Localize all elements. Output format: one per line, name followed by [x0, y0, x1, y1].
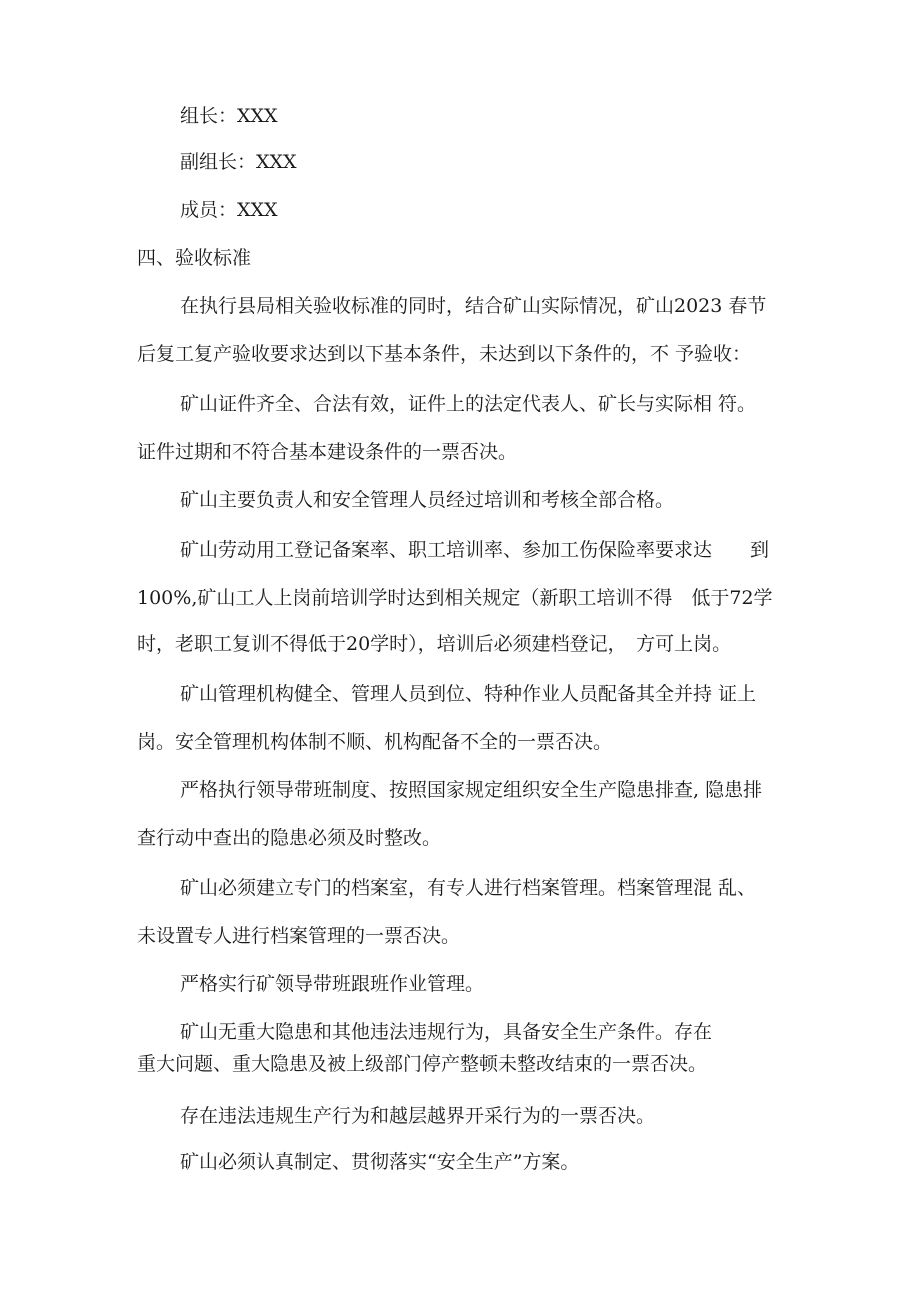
leader-line: 组长：XXX — [180, 105, 278, 127]
paragraph-line: 岗。安全管理机构体制不顺、机构配备不全的一票否决。 — [137, 731, 613, 753]
paragraph-line: 矿山必须建立专门的档案室，有专人进行档案管理。档案管理混 乱、 — [180, 877, 757, 899]
paragraph-line: 矿山无重大隐患和其他违法违规行为，具备安全生产条件。存在 — [180, 1021, 713, 1043]
paragraph-line: 后复工复产验收要求达到以下基本条件，未达到以下条件的，不 予验收： — [137, 343, 752, 365]
paragraph-line: 时，老职工复训不得低于20学时），培训后必须建档登记， 方可上岗。 — [137, 633, 732, 655]
paragraph-line: 矿山管理机构健全、管理人员到位、特种作业人员配备其全并持 证上 — [180, 683, 757, 705]
paragraph-line: 严格执行领导带班制度、按照国家规定组织安全生产隐患排查, 隐患排 — [180, 779, 763, 801]
paragraph-line: 矿山主要负责人和安全管理人员经过培训和考核全部合格。 — [180, 489, 675, 511]
member-line: 成员：XXX — [180, 199, 278, 221]
paragraph-line: 查行动中查出的隐患必须及时整改。 — [137, 827, 442, 849]
paragraph-line: 100%,矿山工人上岗前培训学时达到相关规定（新职工培训不得 低于72学 — [137, 587, 773, 609]
deputy-leader-line: 副组长：XXX — [180, 151, 297, 173]
section-heading: 四、验收标准 — [137, 247, 252, 269]
paragraph-line: 证件过期和不符合基本建设条件的一票否决。 — [137, 441, 518, 463]
paragraph-line: 存在违法违规生产行为和越层越界开采行为的一票否决。 — [180, 1105, 656, 1127]
paragraph-line: 在执行县局相关验收标准的同时，结合矿山实际情况，矿山2023 春节 — [180, 295, 767, 317]
paragraph-line: 重大问题、重大隐患及被上级部门停产整顿未整改结束的一票否决。 — [137, 1053, 708, 1075]
paragraph-line: 矿山证件齐全、合法有效，证件上的法定代表人、矿长与实际相 符。 — [180, 393, 757, 415]
paragraph-line: 矿山劳动用工登记备案率、职工培训率、参加工伤保险率要求达 到 — [180, 539, 770, 561]
paragraph-line: 严格实行矿领导带班跟班作业管理。 — [180, 973, 485, 995]
paragraph-line: 未设置专人进行档案管理的一票否决。 — [137, 925, 461, 947]
paragraph-line: 矿山必须认真制定、贯彻落实“安全生产”方案。 — [180, 1151, 580, 1173]
